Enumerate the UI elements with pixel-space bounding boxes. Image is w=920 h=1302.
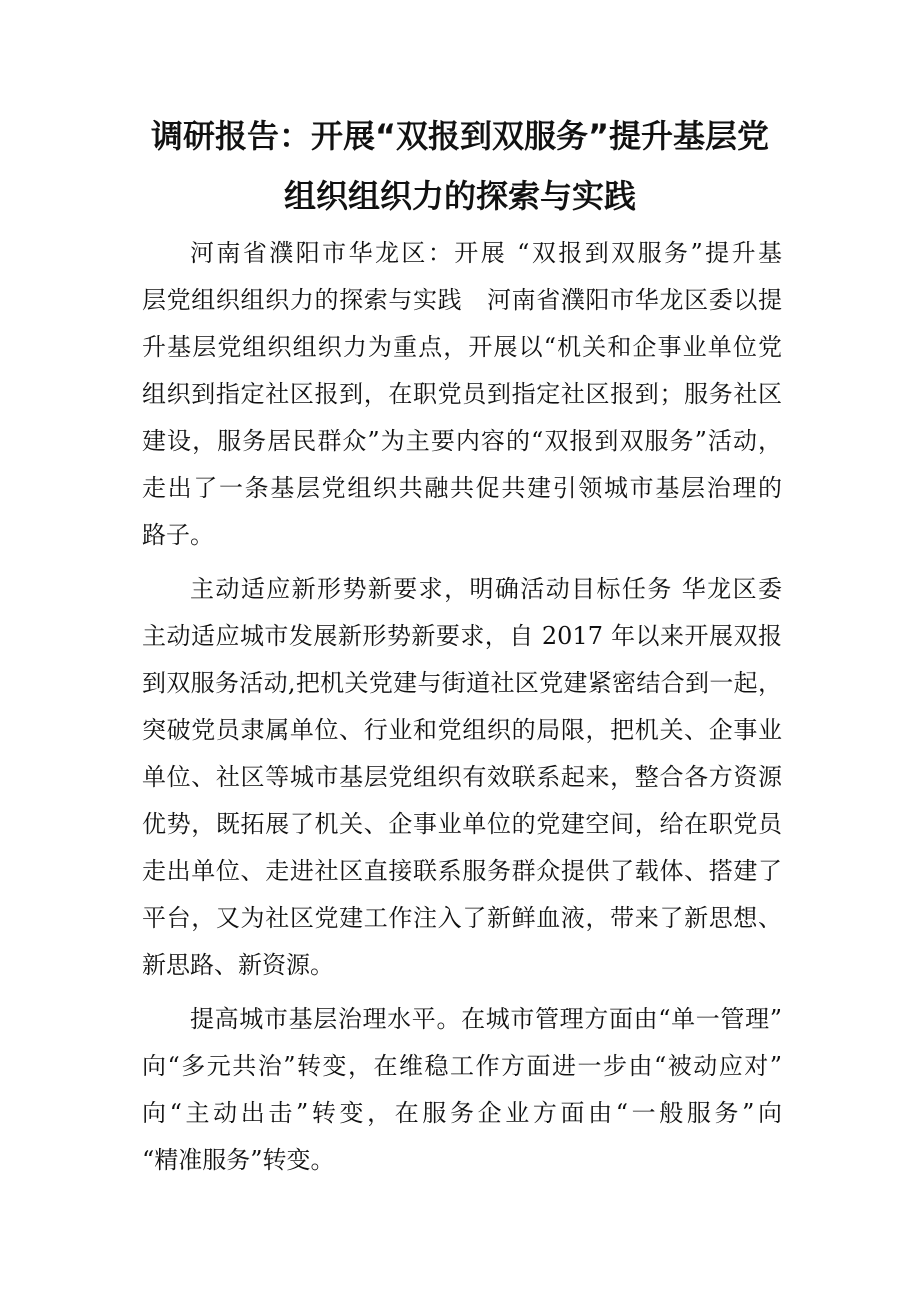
paragraph-line: 向“多元共治”转变，在维稳工作方面进一步由“被动应对” [142,1052,782,1080]
paragraph-line: 新思路、新资源。 [142,951,334,979]
paragraph-line: 提高城市基层治理水平。在城市管理方面由“单一管理” [190,1005,782,1033]
paragraph-line: 到双服务活动,把机关党建与街道社区党建紧密结合到一起， [142,669,782,697]
paragraph-line: 主动适应城市发展新形势新要求，自 2017 年以来开展双报 [142,622,782,650]
paragraph-line: 走出单位、走进社区直接联系服务群众提供了载体、搭建了 [142,857,782,885]
paragraph-line: 建设，服务居民群众”为主要内容的“双报到双服务”活动， [142,427,782,455]
paragraph-line: 向“主动出击”转变，在服务企业方面由“一般服务”向 [142,1099,782,1127]
paragraph-line: 突破党员隶属单位、行业和党组织的局限，把机关、企事业 [142,716,782,744]
paragraph-line: “精准服务”转变。 [142,1146,335,1174]
paragraph-line: 单位、社区等城市基层党组织有效联系起来，整合各方资源 [142,763,782,791]
paragraph-line: 层党组织组织力的探索与实践 河南省濮阳市华龙区委以提 [142,286,782,314]
paragraph-line: 平台，又为社区党建工作注入了新鲜血液，带来了新思想、 [142,904,782,932]
paragraph-line: 升基层党组织组织力为重点，开展以“机关和企事业单位党 [142,333,782,361]
paragraph-line: 主动适应新形势新要求，明确活动目标任务 华龙区委 [190,575,782,603]
document-title-line-2: 组织组织力的探索与实践 [283,177,636,215]
paragraph-line: 路子。 [142,521,214,549]
paragraph-line: 组织到指定社区报到，在职党员到指定社区报到；服务社区 [142,380,782,408]
paragraph-line: 优势，既拓展了机关、企事业单位的党建空间，给在职党员 [142,810,782,838]
paragraph-line: 河南省濮阳市华龙区：开展 “双报到双服务”提升基 [190,239,782,267]
paragraph-line: 走出了一条基层党组织共融共促共建引领城市基层治理的 [142,474,782,502]
document-title-line-1: 调研报告：开展“双报到双服务”提升基层党 [150,117,770,155]
